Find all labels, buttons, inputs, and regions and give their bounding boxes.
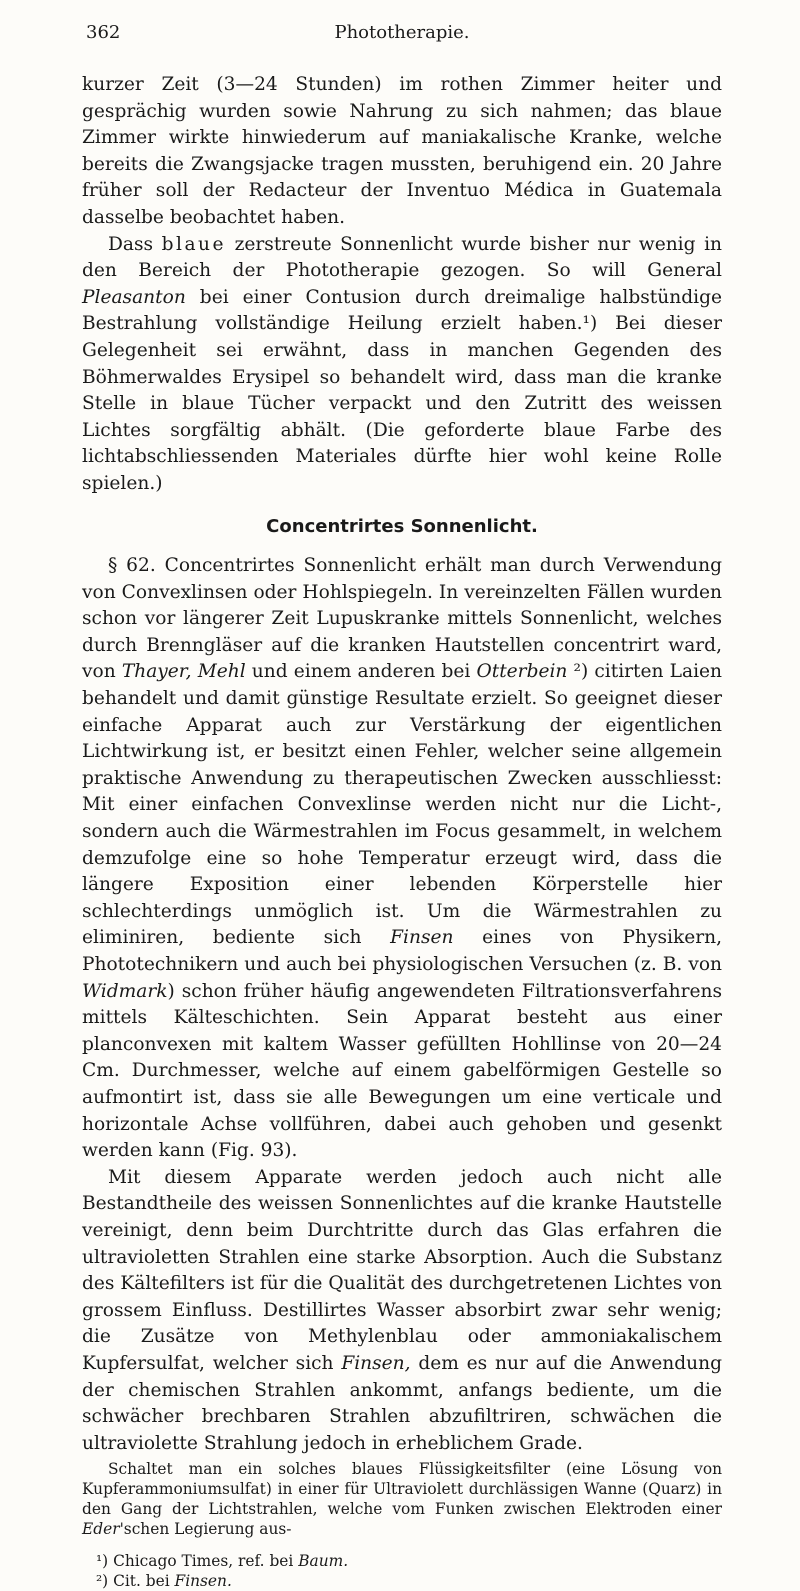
text-run: Dass [108,233,162,255]
author-name: Widmark [82,980,168,1002]
text-run: 'schen Legierung aus- [119,1520,292,1539]
author-name: Otterbein [476,661,568,683]
footnotes [82,1551,722,1591]
author-name: Finsen, [341,1352,411,1374]
body-text [82,72,722,1591]
author-name: Thayer, Mehl [121,661,246,683]
paragraph-small-print [82,1459,722,1539]
footnote-2 [82,1571,722,1591]
text-run: Schaltet man ein solches blaues Flüssigkeitsfilter (eine Lösung von Kupferammoniumsulfat) in einer für Ultraviolett durchlässigen Wanne (Quarz) in den Gang der Lichtstrahlen, welche vom Funken zwischen Elektroden einer [82,1460,722,1519]
page-header [86,22,718,46]
author-name: Baum. [298,1552,349,1571]
running-title: Phototherapie. [334,22,470,43]
text-run: ¹) Chicago Times, ref. bei [96,1552,299,1571]
emphasis-spaced: blaue [161,233,227,255]
text-run: zerstreute Sonnenlicht wurde bisher nur wenig in den Bereich der Phototherapie gezogen. So will General [82,233,722,282]
paragraph-2 [82,232,722,498]
paragraph-3 [82,553,722,1165]
text-run: bei einer Contusion durch dreimalige halbstündige Bestrahlung vollständige Heilung erzielt haben.¹) Bei dieser Gelegenheit sei erwähnt, dass in manchen Gegenden des Böhmerwaldes Erysipel so behandelt wird, dass man die kranke Stelle in blaue Tücher verpackt und den Zutritt des weissen Lichtes sorgfältig abhält. (Die geforderte blaue Farbe des lichtabschliessenden Materiales dürfte hier wohl keine Rolle spielen.) [82,286,722,494]
footnote-1 [82,1551,722,1571]
author-name: Pleasanton [82,286,186,308]
text-run: ²) citirten Laien behandelt und damit günstige Resultate erzielt. So geeignet dieser einfache Apparat auch zur Verstärkung der eigentlichen Lichtwirkung ist, er besitzt einen Fehler, welcher seine allgemein praktische Anwendung zu therapeutischen Zwecken ausschliesst: Mit einer einfachen Convexlinse werden nicht nur die Licht-, sondern auch die Wärmestrahlen im Focus gesammelt, in welchem demzufolge eine so hohe Temperatur erzeugt wird, dass die längere Exposition einer lebenden Körperstelle hier schlechterdings unmöglich ist. Um die Wärmestrahlen zu eliminiren, bediente sich [82,661,723,949]
text-run: ) schon früher häufig angewendeten Filtrationsverfahrens mittels Kälteschichten. Sein Apparat besteht aus einer planconvexen mit kaltem Wasser gefüllten Hohllinse von 20—24 Cm. Durchmesser, welche auf einem gabelförmigen Gestelle so aufmontirt ist, dass sie alle Bewegungen um eine verticale und horizontale Achse vollführen, dabei auch gehoben und gesenkt werden kann (Fig. 93). [82,980,722,1162]
text-run: Mit diesem Apparate werden jedoch auch nicht alle Bestandtheile des weissen Sonnenlichtes auf die kranke Hautstelle vereinigt, denn beim Durchtritte durch das Glas erfahren die ultravioletten Strahlen eine starke Absorption. Auch die Substanz des Kältefilters ist für die Qualität des durchgetretenen Lichtes von grossem Einfluss. Destillirtes Wasser absorbirt zwar sehr wenig; die Zusätze von Methylenblau oder ammoniakalischem Kupfersulfat, welcher sich [82,1166,722,1374]
text-run: eines von Physikern, Phototechnikern und auch bei physiologischen Versuchen (z. B. von [82,927,723,975]
page-number: 362 [86,22,121,43]
author-name: Finsen. [174,1572,232,1591]
text-run: dem es nur auf die Anwendung der chemischen Strahlen ankommt, anfangs bediente, um die schwächer brechbaren Strahlen abzufiltriren, schwächen die ultraviolette Strahlung jedoch in erheblichem Grade. [82,1352,723,1454]
text-run: ²) Cit. bei [96,1572,175,1591]
text-run: und einem anderen bei [245,661,477,683]
section-heading: Concentrirtes Sonnenlicht. [266,515,538,537]
author-name: Finsen [390,927,454,949]
paragraph-4 [82,1165,722,1458]
paragraph-1: kurzer Zeit (3—24 Stunden) im rothen Zimmer heiter und gesprächig wurden sowie Nahrung zu sich nahmen; das blaue Zimmer wirkte hinwiederum auf maniakalische Kranke, welche bereits die Zwangsjacke tragen mussten, beruhigend ein. 20 Jahre früher soll der Redacteur der Inventuo Médica in Guatemala dasselbe beobachtet haben. [82,74,722,228]
text-run: § 62. Concentrirtes Sonnenlicht erhält man durch Verwendung von Convexlinsen oder Hohlspiegeln. In vereinzelten Fällen wurden schon vor längerer Zeit Lupuskranke mittels Sonnenlicht, welches durch Brenngläser auf die kranken Hautstellen concentrirt ward, von [82,555,722,683]
author-name: Eder [82,1520,120,1539]
